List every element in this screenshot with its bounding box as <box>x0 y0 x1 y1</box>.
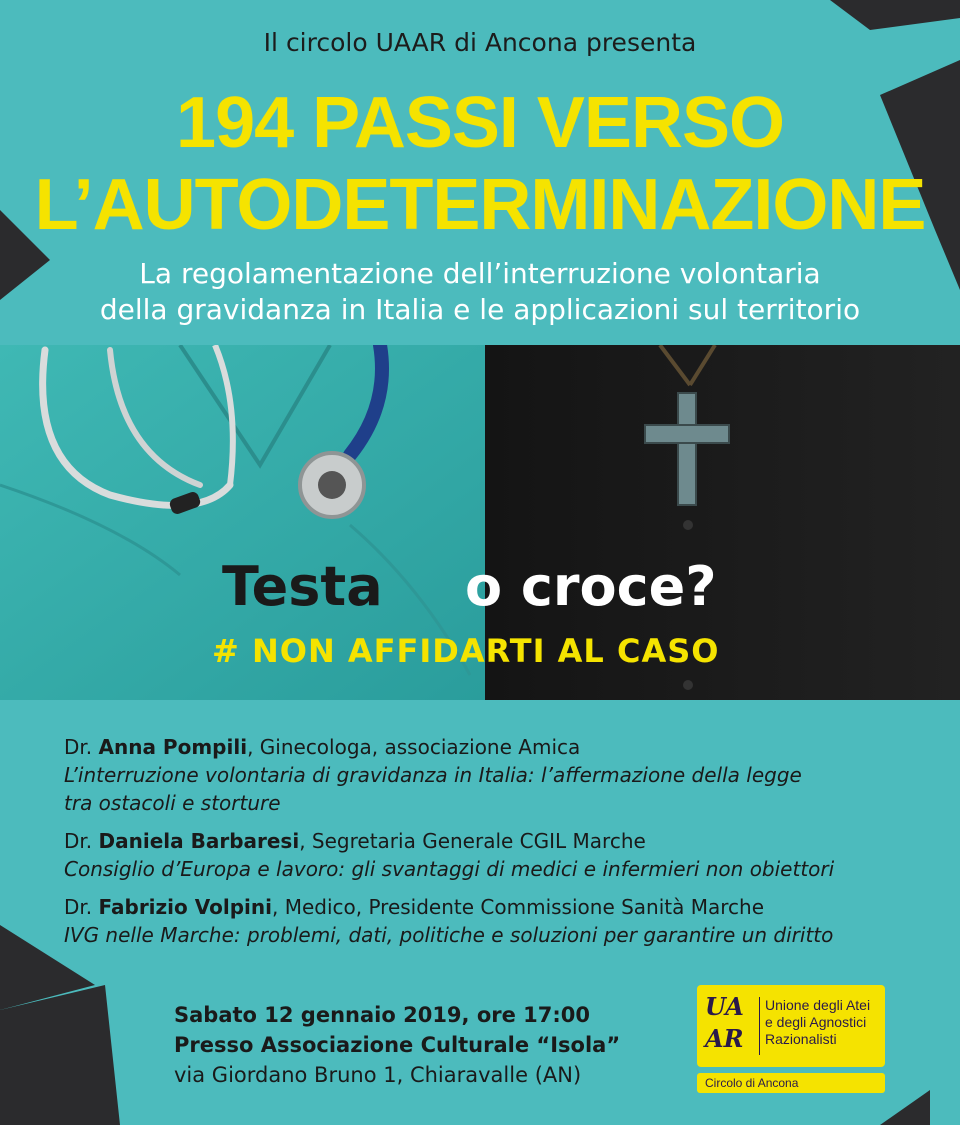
event-venue: Presso Associazione Culturale “Isola” <box>174 1033 621 1057</box>
speaker-item <box>64 827 924 883</box>
speaker-item <box>64 893 924 949</box>
event-date: Sabato 12 gennaio 2019, ore 17:00 <box>174 1003 591 1027</box>
logo-mark-line-1: UA <box>705 992 744 1021</box>
uaar-logo <box>697 985 887 1095</box>
event-details <box>174 1000 620 1090</box>
speaker-item <box>64 733 924 817</box>
speaker-name: Anna Pompili <box>98 735 248 759</box>
speaker-role: , Ginecologa, associazione Amica <box>247 735 581 759</box>
hashtag: # NON AFFIDARTI AL CASO <box>212 632 720 670</box>
logo-text-line-3: Razionalisti <box>765 1031 837 1047</box>
intro-text: Il circolo UAAR di Ancona presenta <box>263 28 697 57</box>
logo-text-line-1: Unione degli Atei <box>765 997 871 1013</box>
title-line-2: L’AUTODETERMINAZIONE <box>34 165 926 245</box>
logo-text <box>765 997 870 1048</box>
talk-title-cont: tra ostacoli e storture <box>64 791 281 815</box>
logo-divider <box>759 997 760 1055</box>
speaker-role: , Segretaria Generale CGIL Marche <box>299 829 646 853</box>
subtitle-line-1: La regolamentazione dell’interruzione volontaria <box>139 257 821 290</box>
logo-circolo: Circolo di Ancona <box>697 1073 885 1093</box>
speaker-title: Dr. <box>64 895 93 919</box>
talk-title: IVG nelle Marche: problemi, dati, politiche e soluzioni per garantire un diritto <box>64 923 834 947</box>
subtitle <box>0 256 960 328</box>
subtitle-line-2: della gravidanza in Italia e le applicazioni sul territorio <box>99 293 861 326</box>
logo-mark <box>705 991 755 1061</box>
talk-title: Consiglio d’Europa e lavoro: gli svantaggi di medici e infermieri non obiettori <box>64 857 835 881</box>
logo-text-line-2: e degli Agnostici <box>765 1014 867 1030</box>
logo-box <box>697 985 885 1067</box>
slogan-croce: o croce? <box>465 555 717 618</box>
title-line-1: 194 PASSI VERSO <box>176 83 784 163</box>
speaker-role: , Medico, Presidente Commissione Sanità Marche <box>271 895 765 919</box>
logo-mark-line-2: AR <box>705 1024 744 1053</box>
speaker-title: Dr. <box>64 829 93 853</box>
speaker-name: Fabrizio Volpini <box>98 895 272 919</box>
slogan-testa: Testa <box>222 555 383 618</box>
speaker-name: Daniela Barbaresi <box>98 829 300 853</box>
talk-title: L’interruzione volontaria di gravidanza in Italia: l’affermazione della legge <box>64 763 802 787</box>
speaker-title: Dr. <box>64 735 93 759</box>
event-address: via Giordano Bruno 1, Chiaravalle (AN) <box>174 1063 582 1087</box>
speakers-list <box>64 733 924 959</box>
